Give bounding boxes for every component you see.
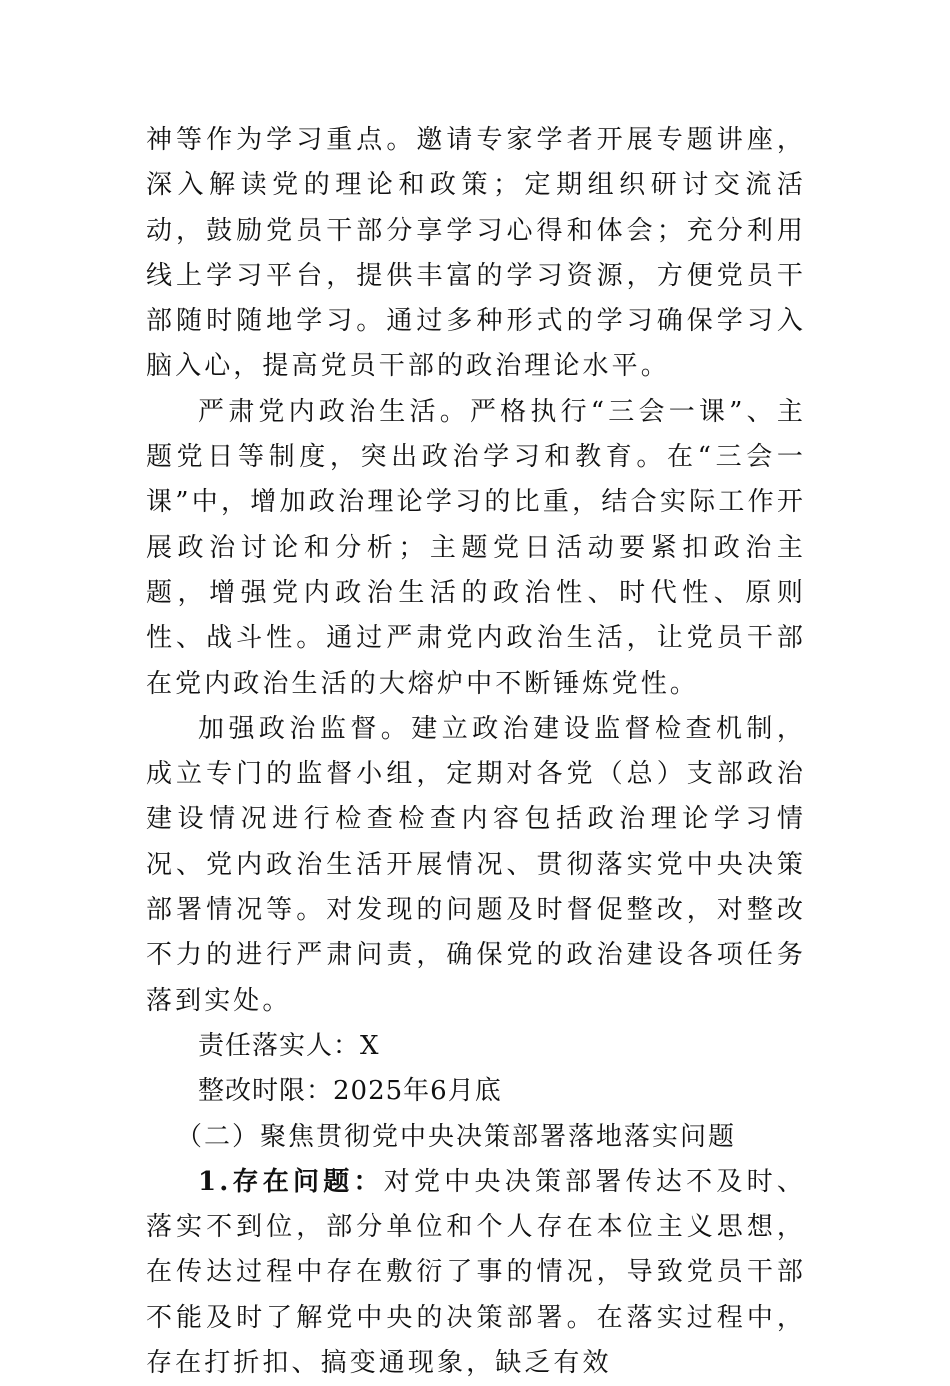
deadline-line: 整改时限：2025年6月底	[198, 1076, 502, 1107]
document-page	[146, 118, 806, 1386]
paragraph-existing-problems	[146, 1160, 806, 1386]
issue-label: 1.存在问题：	[198, 1166, 384, 1197]
section-heading: （二）聚焦贯彻党中央决策部署落地落实问题	[176, 1121, 737, 1152]
paragraph-political-supervision: 加强政治监督。建立政治建设监督检查机制，成立专门的监督小组，定期对各党（总）支部政治建设情况进行检查检查内容包括政治理论学习情况、党内政治生活开展情况、贯彻落实党中央决策部署情况等。对发现的问题及时督促整改，对整改不力的进行严肃问责，确保党的政治建设各项任务落到实处。	[146, 713, 806, 1016]
paragraph-party-life: 严肃党内政治生活。严格执行“三会一课”、主题党日等制度，突出政治学习和教育。在“三会一课”中，增加政治理论学习的比重，结合实际工作开展政治讨论和分析；主题党日活动要紧扣政治主题，增强党内政治生活的政治性、时代性、原则性、战斗性。通过严肃党内政治生活，让党员干部在党内政治生活的大熔炉中不断锤炼党性。	[146, 396, 806, 699]
paragraph-study-methods: 神等作为学习重点。邀请专家学者开展专题讲座，深入解读党的理论和政策；定期组织研讨交流活动，鼓励党员干部分享学习心得和体会；充分利用线上学习平台，提供丰富的学习资源，方便党员干部随时随地学习。通过多种形式的学习确保学习入脑入心，提高党员干部的政治理论水平。	[146, 125, 806, 382]
responsible-person-line: 责任落实人：X	[198, 1030, 380, 1061]
issue-text: 对党中央决策部署传达不及时、落实不到位，部分单位和个人存在本位主义思想，在传达过程中存在敷衍了事的情况，导致党员干部不能及时了解党中央的决策部署。在落实过程中，存在打折扣、搞变通现象，缺乏有效	[146, 1166, 807, 1379]
